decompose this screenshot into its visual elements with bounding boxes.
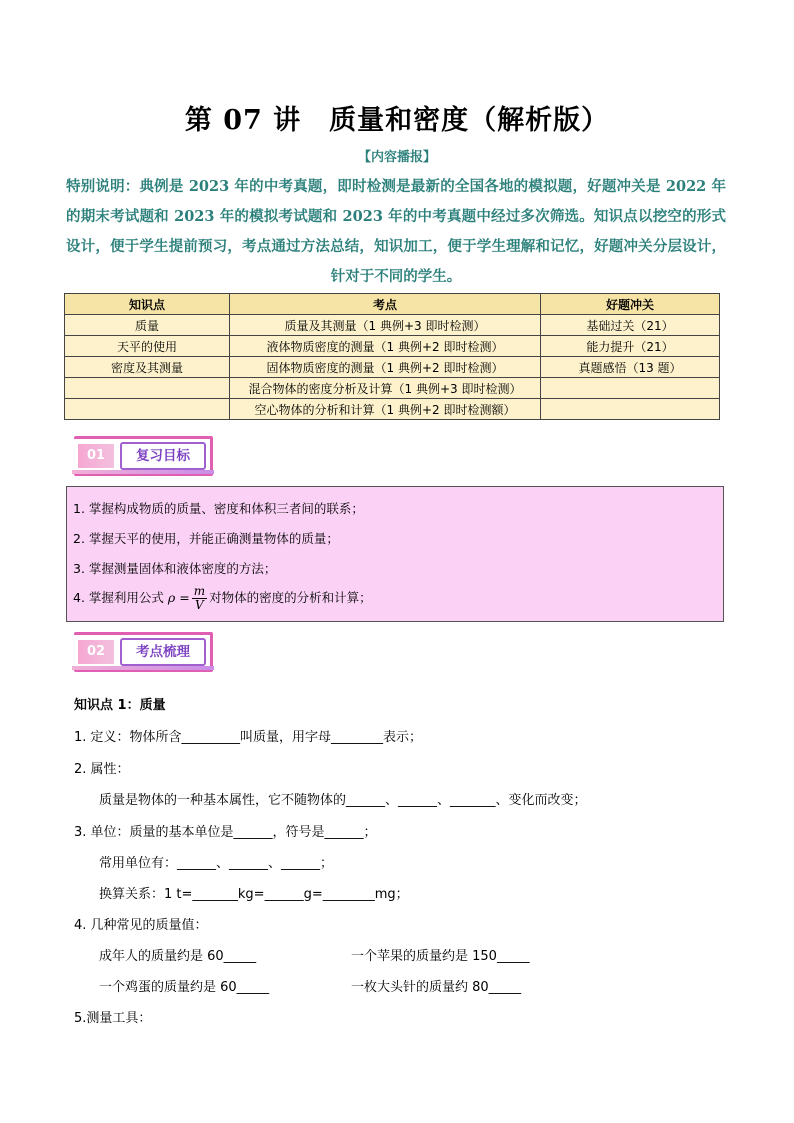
content-line: 成年人的质量约是 60_____ xyxy=(99,949,257,964)
badge-label: 考点梳理 xyxy=(120,638,206,666)
content-line: 常用单位有：______、______、______； xyxy=(99,856,334,871)
section-badge-review-goals xyxy=(72,436,214,472)
table-header: 知识点 xyxy=(65,294,230,315)
content-line: 1. 定义：物体所含_________叫质量，用字母________表示； xyxy=(74,730,423,745)
table-cell xyxy=(541,399,720,420)
page-title: 第 07 讲 质量和密度（解析版） xyxy=(184,105,610,136)
table-header: 考点 xyxy=(230,294,541,315)
table-cell: 混合物体的密度分析及计算（1 典例+3 即时检测） xyxy=(230,378,541,399)
goal-item-formula xyxy=(73,585,372,612)
goal-item: 1. 掌握构成物质的质量、密度和体积三者间的联系； xyxy=(73,501,364,516)
section-badge-key-points xyxy=(72,632,214,668)
intro-paragraph: 特别说明：典例是 2023 年的中考真题，即时检测是最新的全国各地的模拟题，好题冲关是 2022 年的期末考试题和 2023 年的模拟考试题和 2023 年的中考真题中经过多次筛选。知识点以挖空的形式设计，便于学生提前预习，考点通过方法总结，知识加工，便于学生理解和记忆，好题冲关分层设计，针对于不同的学生。 xyxy=(66,178,726,285)
goal-item: 2. 掌握天平的使用，并能正确测量物体的质量； xyxy=(73,531,339,546)
goal-item: 3. 掌握测量固体和液体密度的方法； xyxy=(73,561,277,576)
goal-text: 4. 掌握利用公式 xyxy=(73,590,164,605)
table-cell xyxy=(65,378,230,399)
table-cell: 真题感悟（13 题） xyxy=(541,357,720,378)
table-cell: 基础过关（21） xyxy=(541,315,720,336)
table-cell: 固体物质密度的测量（1 典例+2 即时检测） xyxy=(230,357,541,378)
knowledge-point-heading: 知识点 1：质量 xyxy=(74,698,166,713)
badge-label: 复习目标 xyxy=(120,442,206,470)
content-line: 质量是物体的一种基本属性，它不随物体的______、______、_______、变化而改变； xyxy=(99,793,587,808)
density-formula xyxy=(192,585,207,612)
table-cell xyxy=(65,399,230,420)
table-cell: 液体物质密度的测量（1 典例+2 即时检测） xyxy=(230,336,541,357)
table-row xyxy=(65,399,720,420)
formula-denominator: V xyxy=(195,598,204,612)
formula-rho: ρ = xyxy=(167,590,190,605)
formula-numerator: m xyxy=(193,584,206,598)
table-row xyxy=(65,378,720,399)
content-subtitle: 【内容播报】 xyxy=(357,150,436,165)
content-line: 一个鸡蛋的质量约是 60_____ xyxy=(99,980,270,995)
content-line: 4. 几种常见的质量值： xyxy=(74,918,208,933)
overview-table xyxy=(64,293,720,420)
table-row xyxy=(65,315,720,336)
badge-underline xyxy=(72,470,214,474)
table-cell: 密度及其测量 xyxy=(65,357,230,378)
content-line: 3. 单位：质量的基本单位是______，符号是______； xyxy=(74,825,377,840)
content-line: 2. 属性： xyxy=(74,762,130,777)
content-line: 换算关系：1 t=_______kg=______g=________mg； xyxy=(99,887,409,902)
table-cell: 天平的使用 xyxy=(65,336,230,357)
table-cell: 质量及其测量（1 典例+3 即时检测） xyxy=(230,315,541,336)
badge-number: 02 xyxy=(78,640,114,664)
content-line: 一枚大头针的质量约 80_____ xyxy=(351,980,522,995)
table-header-row xyxy=(65,294,720,315)
table-cell: 空心物体的分析和计算（1 典例+2 即时检测额） xyxy=(230,399,541,420)
goal-text: 对物体的密度的分析和计算； xyxy=(209,590,372,605)
badge-underline xyxy=(72,666,214,670)
table-cell xyxy=(541,378,720,399)
table-cell: 能力提升（21） xyxy=(541,336,720,357)
table-cell: 质量 xyxy=(65,315,230,336)
content-line: 一个苹果的质量约是 150_____ xyxy=(351,949,530,964)
table-row xyxy=(65,336,720,357)
badge-number: 01 xyxy=(78,444,114,468)
table-row xyxy=(65,357,720,378)
table-header: 好题冲关 xyxy=(541,294,720,315)
review-goals-box xyxy=(66,486,724,622)
content-line: 5.测量工具： xyxy=(74,1011,152,1026)
